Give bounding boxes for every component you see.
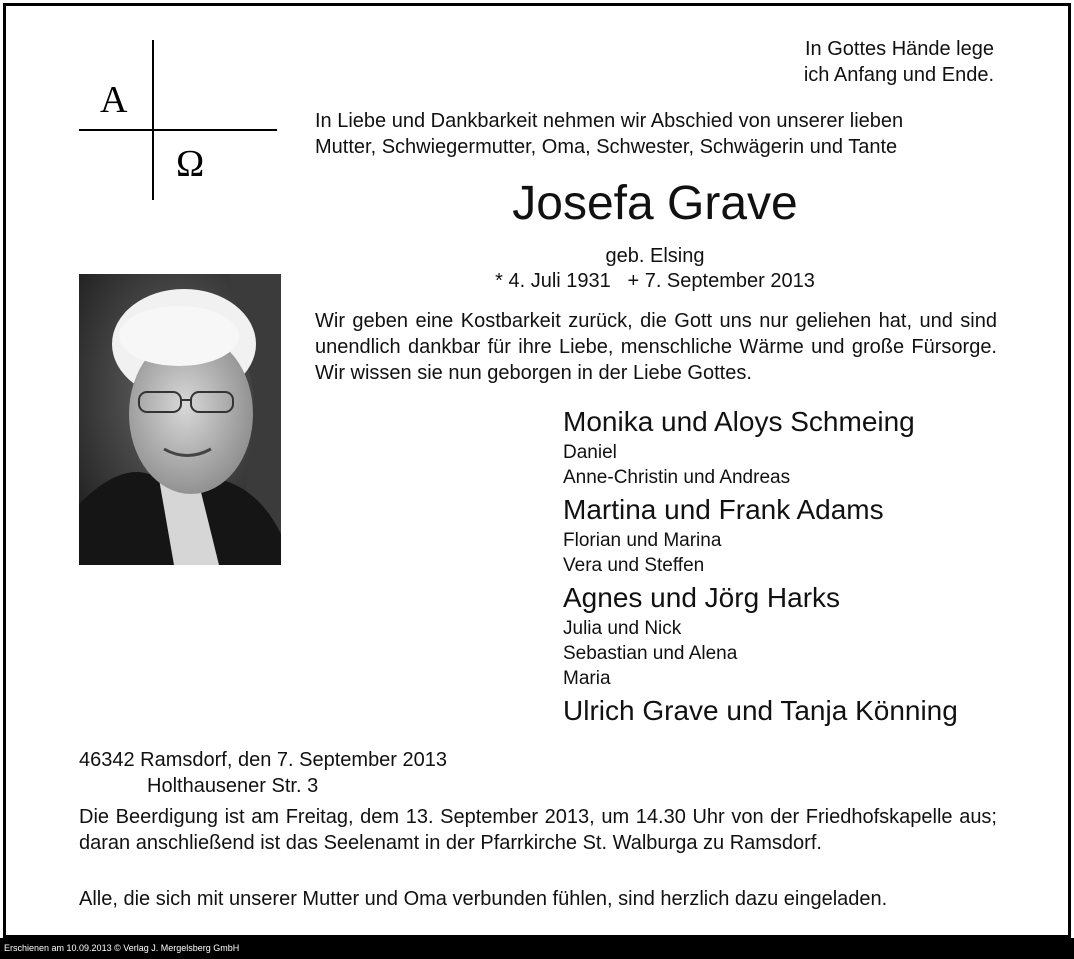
intro-text xyxy=(315,108,903,160)
family-head: Ulrich Grave und Tanja Könning xyxy=(563,695,958,726)
motto-line: ich Anfang und Ende. xyxy=(803,64,994,86)
family-head: Martina und Frank Adams xyxy=(563,494,884,525)
address-block xyxy=(79,747,447,799)
tribute-text: Wir geben eine Kostbarkeit zurück, die Gott uns nur geliehen hat, und sind unendlich dankbar für ihre Liebe, menschliche Wärme und große Fürsorge. Wir wissen sie nun geborgen in der Liebe Gottes. xyxy=(315,310,997,384)
alpha-symbol: A xyxy=(100,79,128,121)
family-member: Anne-Christin und Andreas xyxy=(563,467,791,488)
closing-invitation: Alle, die sich mit unserer Mutter und Oma verbunden fühlen, sind herzlich dazu eingeladen. xyxy=(79,888,888,910)
family-group xyxy=(563,404,1003,490)
family-group xyxy=(563,693,1003,729)
family-member: Vera und Steffen xyxy=(563,555,705,576)
family-member: Daniel xyxy=(563,442,617,463)
family-member: Maria xyxy=(563,668,611,689)
family-group xyxy=(563,580,1003,691)
intro-line: In Liebe und Dankbarkeit nehmen wir Abschied von unserer lieben xyxy=(315,110,904,132)
family-member: Julia und Nick xyxy=(563,618,682,639)
family-member: Sebastian und Alena xyxy=(563,643,738,664)
publisher-footer: Erschienen am 10.09.2013 © Verlag J. Mergelsberg GmbH xyxy=(0,938,1074,959)
family-member: Florian und Marina xyxy=(563,530,722,551)
birth-death xyxy=(315,244,995,294)
burial-info: Die Beerdigung ist am Freitag, dem 13. September 2013, um 14.30 Uhr von der Friedhofskapelle aus; daran anschließend ist das Seelenamt in der Pfarrkirche St. Walburga zu Ramsdorf. xyxy=(79,806,997,854)
family-list xyxy=(563,402,1003,729)
life-dates: * 4. Juli 1931 + 7. September 2013 xyxy=(495,270,815,292)
intro-line: Mutter, Schwiegermutter, Oma, Schwester, Schwägerin und Tante xyxy=(315,136,898,158)
portrait-illustration xyxy=(79,274,281,565)
cross-horizontal-line xyxy=(79,129,277,131)
omega-symbol: Ω xyxy=(176,143,205,185)
street-address: Holthausener Str. 3 xyxy=(147,775,319,797)
place-date: 46342 Ramsdorf, den 7. September 2013 xyxy=(79,749,448,771)
family-head: Agnes und Jörg Harks xyxy=(563,582,841,613)
family-group xyxy=(563,492,1003,578)
motto xyxy=(804,36,994,88)
motto-line: In Gottes Hände lege xyxy=(804,38,994,60)
maiden-name: geb. Elsing xyxy=(605,245,705,267)
family-head: Monika und Aloys Schmeing xyxy=(563,406,915,437)
cross-vertical-line xyxy=(152,40,154,200)
deceased-name: Josefa Grave xyxy=(512,177,798,230)
portrait-photo xyxy=(79,274,281,565)
